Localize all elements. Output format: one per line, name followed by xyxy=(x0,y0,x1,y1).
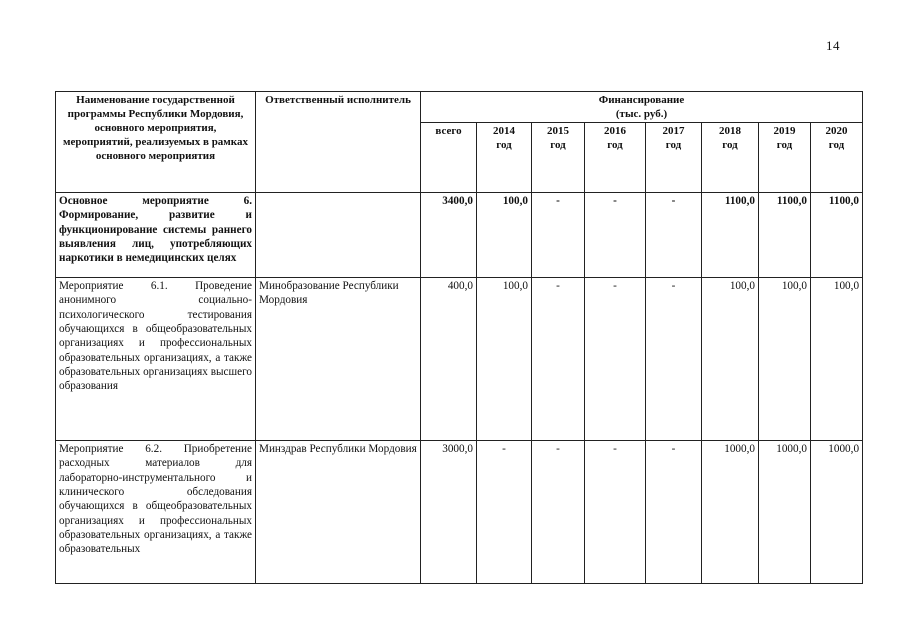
value-2017: - xyxy=(646,193,702,278)
value-2014: - xyxy=(477,441,532,584)
header-financing-title: Финансирование xyxy=(598,94,685,106)
value-2015: - xyxy=(532,278,585,441)
header-program-name: Наименование государственной программы Республики Мордовия, основного мероприятия, мероприятий, реализуемых в рамках основного мероприятия xyxy=(56,92,256,193)
header-year-2018 xyxy=(702,123,759,193)
activity-total: 3000,0 xyxy=(421,441,477,584)
year-value: 2017 xyxy=(662,125,685,138)
year-value: 2016 xyxy=(604,125,626,138)
value-2014: 100,0 xyxy=(477,278,532,441)
value-2016: - xyxy=(585,278,646,441)
year-value: 2014 xyxy=(493,125,515,138)
activity-executor: Минобразование Республики Мордовия xyxy=(256,278,421,441)
table-row-activity-6-1 xyxy=(56,278,863,441)
activity-name: Мероприятие 6.2. Приобретение расходных материалов для лабораторно-инструментального и клинического обследования обучающихся в общеобразовательных организациях и профессиональных образовательных организациях, а также образовательных xyxy=(56,441,256,584)
header-financing xyxy=(421,92,863,123)
year-unit: год xyxy=(607,139,623,152)
year-value: 2015 xyxy=(547,125,569,138)
header-year-2015 xyxy=(532,123,585,193)
year-value: 2020 xyxy=(825,125,848,138)
value-2019: 100,0 xyxy=(759,278,811,441)
value-2020: 100,0 xyxy=(811,278,863,441)
value-2019: 1100,0 xyxy=(759,193,811,278)
year-unit: год xyxy=(665,139,682,152)
value-2018: 1100,0 xyxy=(702,193,759,278)
value-2018: 100,0 xyxy=(702,278,759,441)
activity-total: 400,0 xyxy=(421,278,477,441)
year-value: 2018 xyxy=(719,125,741,138)
value-2020: 1000,0 xyxy=(811,441,863,584)
value-2017: - xyxy=(646,441,702,584)
activity-name: Мероприятие 6.1. Проведение анонимного социально-психологического тестирования обучающихся в общеобразовательных организациях и профессиональных образовательных организациях, а также образовательных организациях высшего образования xyxy=(56,278,256,441)
header-row-1 xyxy=(56,92,863,123)
year-unit: год xyxy=(722,139,738,152)
value-2016: - xyxy=(585,441,646,584)
table-row-main-activity-6 xyxy=(56,193,863,278)
activity-name: Основное мероприятие 6. Формирование, развитие и функционирование системы раннего выявления лиц, употребляющих наркотики в немедицинских целях xyxy=(56,193,256,278)
year-unit: год xyxy=(496,139,512,152)
value-2018: 1000,0 xyxy=(702,441,759,584)
header-year-2019 xyxy=(759,123,811,193)
value-2015: - xyxy=(532,193,585,278)
header-total: всего xyxy=(421,123,477,193)
header-executor: Ответственный исполнитель xyxy=(256,92,421,193)
value-2019: 1000,0 xyxy=(759,441,811,584)
page-number: 14 xyxy=(826,38,840,53)
value-2015: - xyxy=(532,441,585,584)
value-2016: - xyxy=(585,193,646,278)
year-value: 2019 xyxy=(773,125,796,138)
activity-total: 3400,0 xyxy=(421,193,477,278)
year-unit: год xyxy=(776,139,793,152)
value-2020: 1100,0 xyxy=(811,193,863,278)
header-financing-unit: (тыс. руб.) xyxy=(615,108,668,121)
header-year-2017 xyxy=(646,123,702,193)
header-year-2016 xyxy=(585,123,646,193)
year-unit: год xyxy=(828,139,845,152)
table-row-activity-6-2 xyxy=(56,441,863,584)
header-year-2020 xyxy=(811,123,863,193)
financing-table xyxy=(55,91,863,584)
activity-executor xyxy=(256,193,421,278)
header-year-2014 xyxy=(477,123,532,193)
activity-executor: Минздрав Республики Мордовия xyxy=(256,441,421,584)
year-unit: год xyxy=(550,139,566,152)
value-2017: - xyxy=(646,278,702,441)
value-2014: 100,0 xyxy=(477,193,532,278)
